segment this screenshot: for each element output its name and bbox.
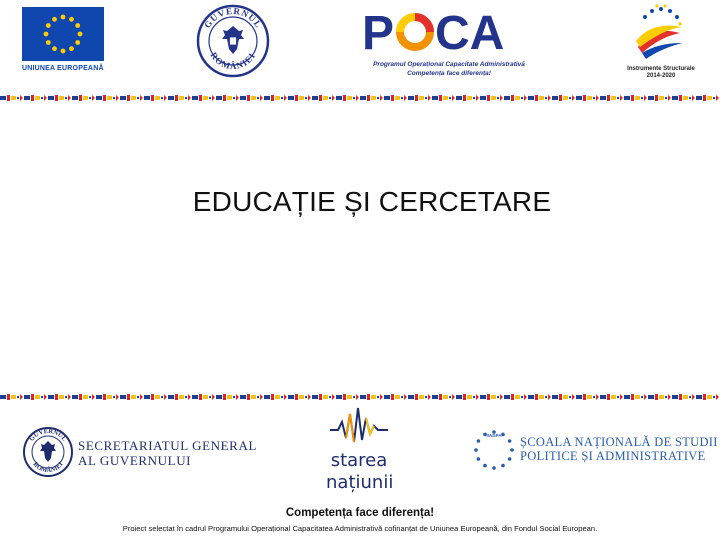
svg-text:CA: CA — [435, 7, 505, 55]
folk-pattern-band-top — [0, 89, 720, 97]
eu-flag-icon — [22, 7, 104, 61]
government-seal-logo — [196, 4, 270, 78]
signal-wave-icon — [322, 404, 396, 448]
svg-text:GUVERNUL: GUVERNUL — [202, 5, 264, 30]
sgg-name-line1: SECRETARIATUL GENERAL — [78, 438, 257, 453]
snspa-name-line1: ȘCOALA NAȚIONALĂ DE STUDII — [520, 435, 718, 449]
structural-instruments-period: 2014-2020 — [646, 73, 676, 79]
sgg-logo — [22, 424, 262, 480]
structural-instruments-label: Instrumente Structurale — [627, 66, 695, 72]
poca-logo — [360, 3, 538, 79]
slide-title: EDUCAȚIE ȘI CERCETARE — [192, 186, 552, 217]
svg-text:GUVERNUL: GUVERNUL — [28, 427, 68, 443]
sgg-name-line2: AL GUVERNULUI — [78, 453, 192, 468]
eu-logo — [22, 7, 104, 75]
poca-program-name: Programul Operațional Capacitate Administrativă — [373, 61, 525, 68]
svg-text:ROMÂNIEI: ROMÂNIEI — [31, 460, 65, 475]
snspa-logo — [470, 426, 718, 476]
footer-slogan: Competența face diferența! — [285, 507, 435, 519]
footer-funding-note: Proiect selectat în cadrul Programului Operațional Capacitatea Administrativă cofinanțat de Uniunea Europeană, din Fondul Social European. — [122, 524, 598, 533]
svg-text:P: P — [362, 7, 395, 55]
snspa-acronym: SNSPA — [486, 433, 502, 438]
snspa-name-line2: POLITICE ȘI ADMINISTRATIVE — [520, 449, 706, 463]
folk-pattern-band-bottom — [0, 388, 720, 396]
natiunii-word: națiunii — [326, 472, 394, 493]
svg-text:ROMÂNIEI: ROMÂNIEI — [208, 50, 258, 72]
poca-slogan: Competența face diferența! — [407, 70, 491, 77]
starea-natiunii-logo — [322, 404, 396, 496]
structural-instruments-logo — [620, 3, 702, 81]
eu-caption: UNIUNEA EUROPEANĂ — [22, 65, 104, 72]
starea-word: starea — [330, 450, 388, 471]
snspa-star-circle-icon — [470, 426, 518, 474]
government-seal-small-icon — [22, 426, 74, 478]
